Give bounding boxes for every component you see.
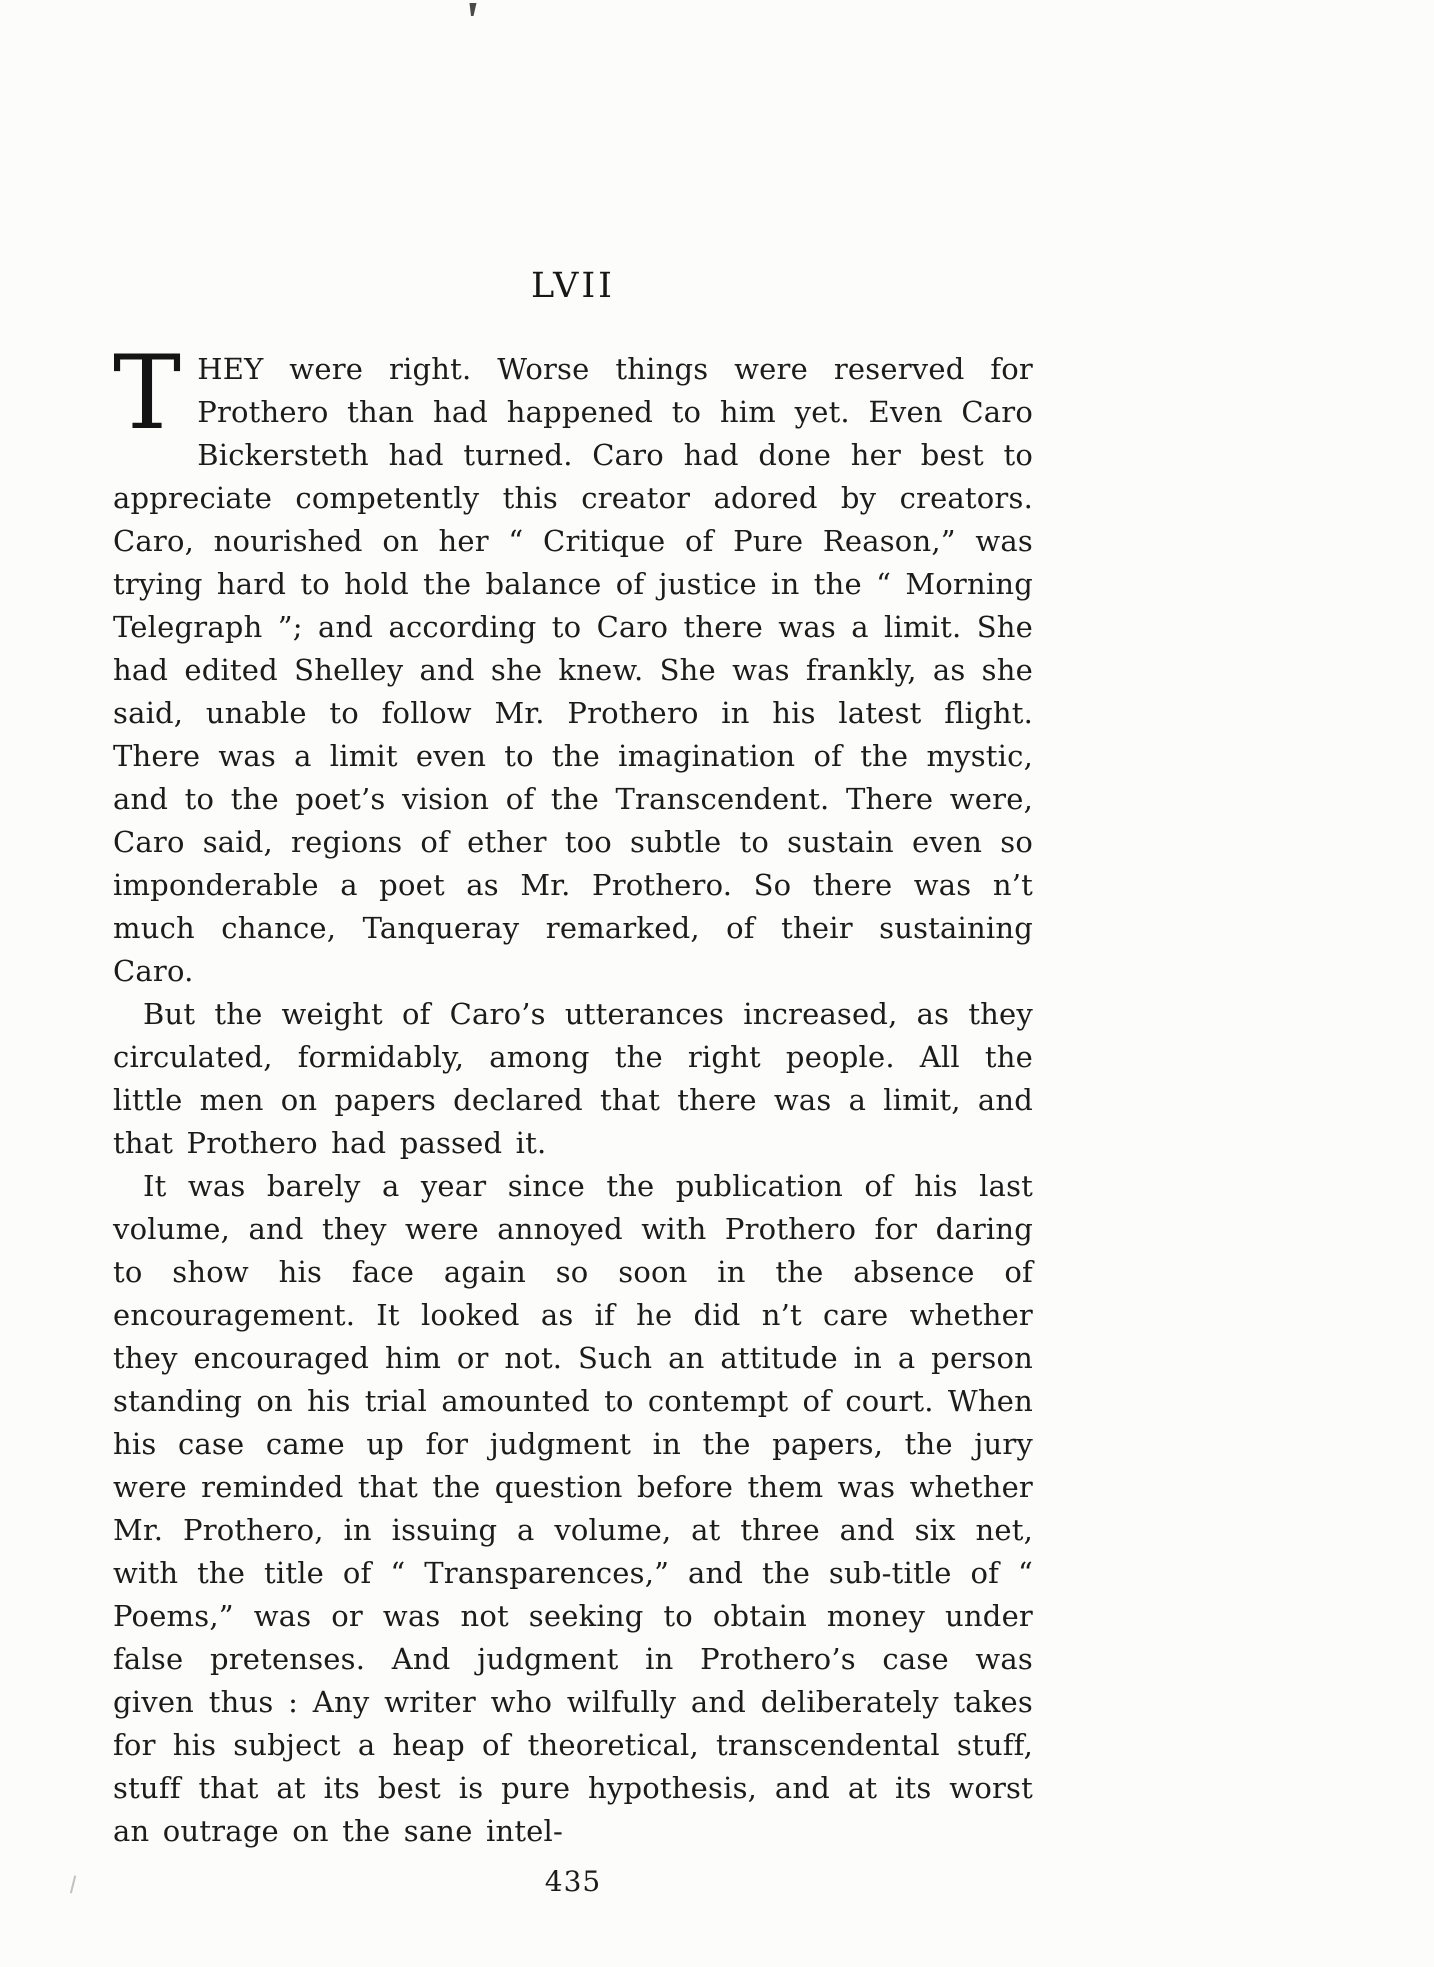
paragraph-2: But the weight of Caro’s utterances increased, as they circulated, formidably, among the right people. All the little men on papers declared that there was a limit, and that Prothero had passed it. bbox=[113, 997, 1033, 1160]
scan-artifact-bottom bbox=[70, 1875, 81, 1894]
drop-cap: T bbox=[113, 334, 182, 453]
text-column bbox=[113, 0, 1033, 1898]
paragraph-3: It was barely a year since the publication of his last volume, and they were annoyed with Prothero for daring to show his face again so soon in the absence of encouragement. It looked as if he did n’t care whether they encouraged him or not. Such an attitude in a person standing on his trial amounted to contempt of court. When his case came up for judgment in the papers, the jury were reminded that the question before them was whether Mr. Prothero, in issuing a volume, at three and six net, with the title of “ Transparences,” and the sub-title of “ Poems,” was or was not seeking to obtain money under false pretenses. And judgment in Prothero’s case was given thus : Any writer who wilfully and deliberately takes for his subject a heap of theoretical, transcendental stuff, stuff that at its best is pure hypothesis, and at its worst an outrage on the sane intel- bbox=[113, 1169, 1033, 1848]
page-number: 435 bbox=[544, 1865, 602, 1898]
chapter-heading: LVII bbox=[530, 266, 616, 306]
paragraph-1-text: HEY were right. Worse things were reserved for Prothero than had happened to him yet. Even Caro Bickersteth had turned. Caro had done her best to appreciate competently this creator adored by creators. Caro, nourished on her “ Critique of Pure Reason,” was trying hard to hold the balance of justice in the “ Morning Telegraph ”; and according to Caro there was a limit. She had edited Shelley and she knew. She was frankly, as she said, unable to follow Mr. Prothero in his latest flight. There was a limit even to the imagination of the mystic, and to the poet’s vision of the Transcendent. There were, Caro said, regions of ether too subtle to sustain even so imponderable a poet as Mr. Prothero. So there was n’t much chance, Tanqueray remarked, of their sustaining Caro. bbox=[113, 352, 1033, 988]
paragraph-1 bbox=[113, 334, 1033, 993]
